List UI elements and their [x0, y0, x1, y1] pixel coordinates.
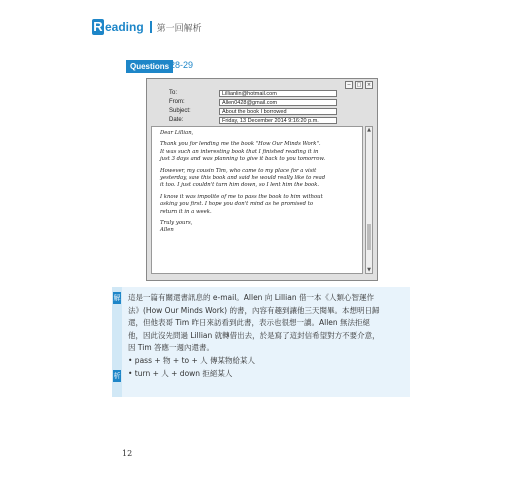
explanation-tag-bottom: 析 — [113, 372, 121, 380]
email-paragraph-2: However, my cousin Tim, who came to my place for a visit yesterday, saw this book and said he would really like to read it too. I just couldn't turn him down, so I lent him the book. — [160, 167, 326, 189]
email-body[interactable] — [151, 126, 363, 274]
header-divider — [150, 21, 152, 33]
date-field[interactable]: Friday, 13 December 2014 9:16:20 p.m. — [219, 117, 337, 124]
explanation-line: 還，但他表哥 Tim 昨日來訪看到此書，表示也很想一讀。Allen 無法拒絕 — [128, 318, 371, 328]
to-label: To: — [169, 90, 178, 96]
email-window — [146, 78, 378, 281]
scroll-down-icon[interactable]: ▼ — [367, 267, 371, 273]
email-paragraph-1: Thank you for lending me the book "How Our Minds Work". It was such an interesting book that I finished reading it in just 3 days and was planning to give it back to you tomorrow. — [160, 141, 326, 163]
reading-logo-letter: R — [93, 19, 103, 34]
date-label: Date: — [169, 117, 184, 123]
maximize-icon[interactable]: □ — [356, 82, 362, 88]
explanation-line: 他，因此沒先問過 Lillian 就轉借出去，於是寫了這封信希望對方不要介意， — [128, 330, 380, 340]
header-subtitle: 第一回解析 — [156, 23, 202, 34]
email-scrollbar[interactable] — [365, 126, 373, 274]
subject-label: Subject: — [169, 108, 191, 114]
close-icon[interactable]: × — [366, 82, 372, 88]
email-greeting: Dear Lillian, — [160, 130, 194, 136]
subject-field[interactable]: About the book I borrowed — [219, 108, 337, 115]
page-number: 12 — [122, 449, 133, 458]
page-header — [92, 18, 202, 36]
email-signature: Allen — [160, 227, 174, 234]
to-field[interactable]: Lillianlin@hotmail.com — [219, 90, 337, 97]
scroll-thumb[interactable] — [367, 224, 371, 250]
explanation-line: 因 Tim 答應一週內還書。 — [128, 343, 215, 353]
window-controls — [345, 81, 373, 89]
email-paragraph-3: I know it was impolite of me to pass the book to him without asking you first. I hope you don't mind as he promised to return it in a week. — [160, 193, 323, 215]
questions-badge: Questions — [126, 60, 173, 73]
reading-logo-text: eading — [105, 20, 144, 34]
minimize-icon[interactable]: − — [346, 82, 352, 88]
explanation-text — [128, 292, 404, 380]
email-closing: Truly yours, Allen — [160, 220, 356, 235]
explanation-line: 這是一篇有關還書訊息的 e-mail。Allen 向 Lillian 借一本《人類心智運作 — [128, 293, 374, 302]
explanation-line: 法》(How Our Minds Work) 的書，內容有趣到讓他三天閱畢。本想明日歸 — [128, 305, 380, 315]
vocab-item: • pass + 物 + to + 人 傳某物給某人 — [128, 355, 256, 365]
from-label: From: — [169, 99, 185, 105]
explanation-tag-top: 解 — [113, 294, 121, 302]
vocab-item: • turn + 人 + down 拒絕某人 — [128, 368, 233, 378]
scroll-up-icon[interactable]: ▲ — [367, 127, 371, 133]
questions-range: 28-29 — [170, 60, 194, 70]
explanation-box — [112, 287, 410, 397]
from-field[interactable]: Allen0428@gmail.com — [219, 99, 337, 106]
